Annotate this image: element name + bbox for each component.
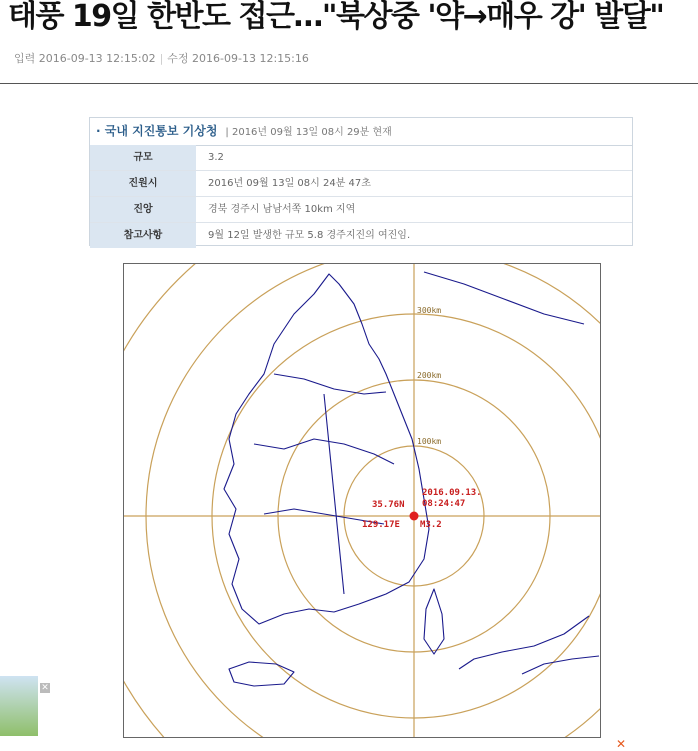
epicenter-map [123,263,601,738]
article-headline: 태풍 19일 한반도 접근…"북상중 '약→매우 강' 발달" [8,0,664,34]
ad-close-icon[interactable]: ✕ [616,737,627,751]
distance-rings [124,264,600,737]
article-meta [14,50,309,66]
ring-label-100: 100km [417,437,442,446]
province-border [254,439,394,464]
row-value: 2016년 09월 13일 08시 24분 47초 [208,178,371,189]
row-label: 참고사항 [90,223,196,248]
row-notes [90,223,632,248]
ring-label-200: 200km [417,371,442,380]
longitude-label: 129.17E [362,520,400,530]
event-date-label: 2016.09.13. [422,488,482,498]
row-value: 경북 경주시 남남서쪽 10km 지역 [208,204,356,215]
coastline [224,272,599,686]
ring-500km [124,264,600,737]
row-label: 규모 [90,145,196,170]
notice-date: | 2016년 09월 13일 08시 29분 현재 [225,127,392,138]
meta-separator: | [159,52,164,65]
event-time-label: 08:24:47 [422,499,466,509]
latitude-label: 35.76N [372,500,405,510]
province-border [324,394,344,594]
earthquake-notice-table [89,117,633,246]
row-label: 진원시 [90,171,196,196]
modified-timestamp: 수정 2016-09-13 12:15:16 [167,52,309,65]
ad-thumbnail[interactable] [0,676,38,736]
kyushu-coast [522,656,599,674]
ring-label-300: 300km [417,306,442,315]
close-icon[interactable]: ✕ [41,683,49,693]
epicenter-marker [410,512,419,521]
tsushima-island [424,589,444,654]
magnitude-label: M3.2 [420,520,442,530]
epicenter-map-svg [124,264,600,737]
notice-title: · 국내 지진통보 기상청 [96,124,218,138]
row-value: 3.2 [208,152,224,163]
row-value: 9월 12일 발생한 규모 5.8 경주지진의 여진임. [208,230,411,241]
input-timestamp: 입력 2016-09-13 12:15:02 [14,52,156,65]
header-divider [0,83,698,84]
peninsula-outline [224,274,429,624]
row-origin-time [90,171,632,197]
north-coast [424,272,584,324]
row-epicenter [90,197,632,223]
row-magnitude [90,145,632,171]
province-border [274,374,386,394]
row-label: 진앙 [90,197,196,222]
kyushu-coast [459,616,589,669]
notice-header [90,118,632,146]
jeju-island [229,662,294,686]
